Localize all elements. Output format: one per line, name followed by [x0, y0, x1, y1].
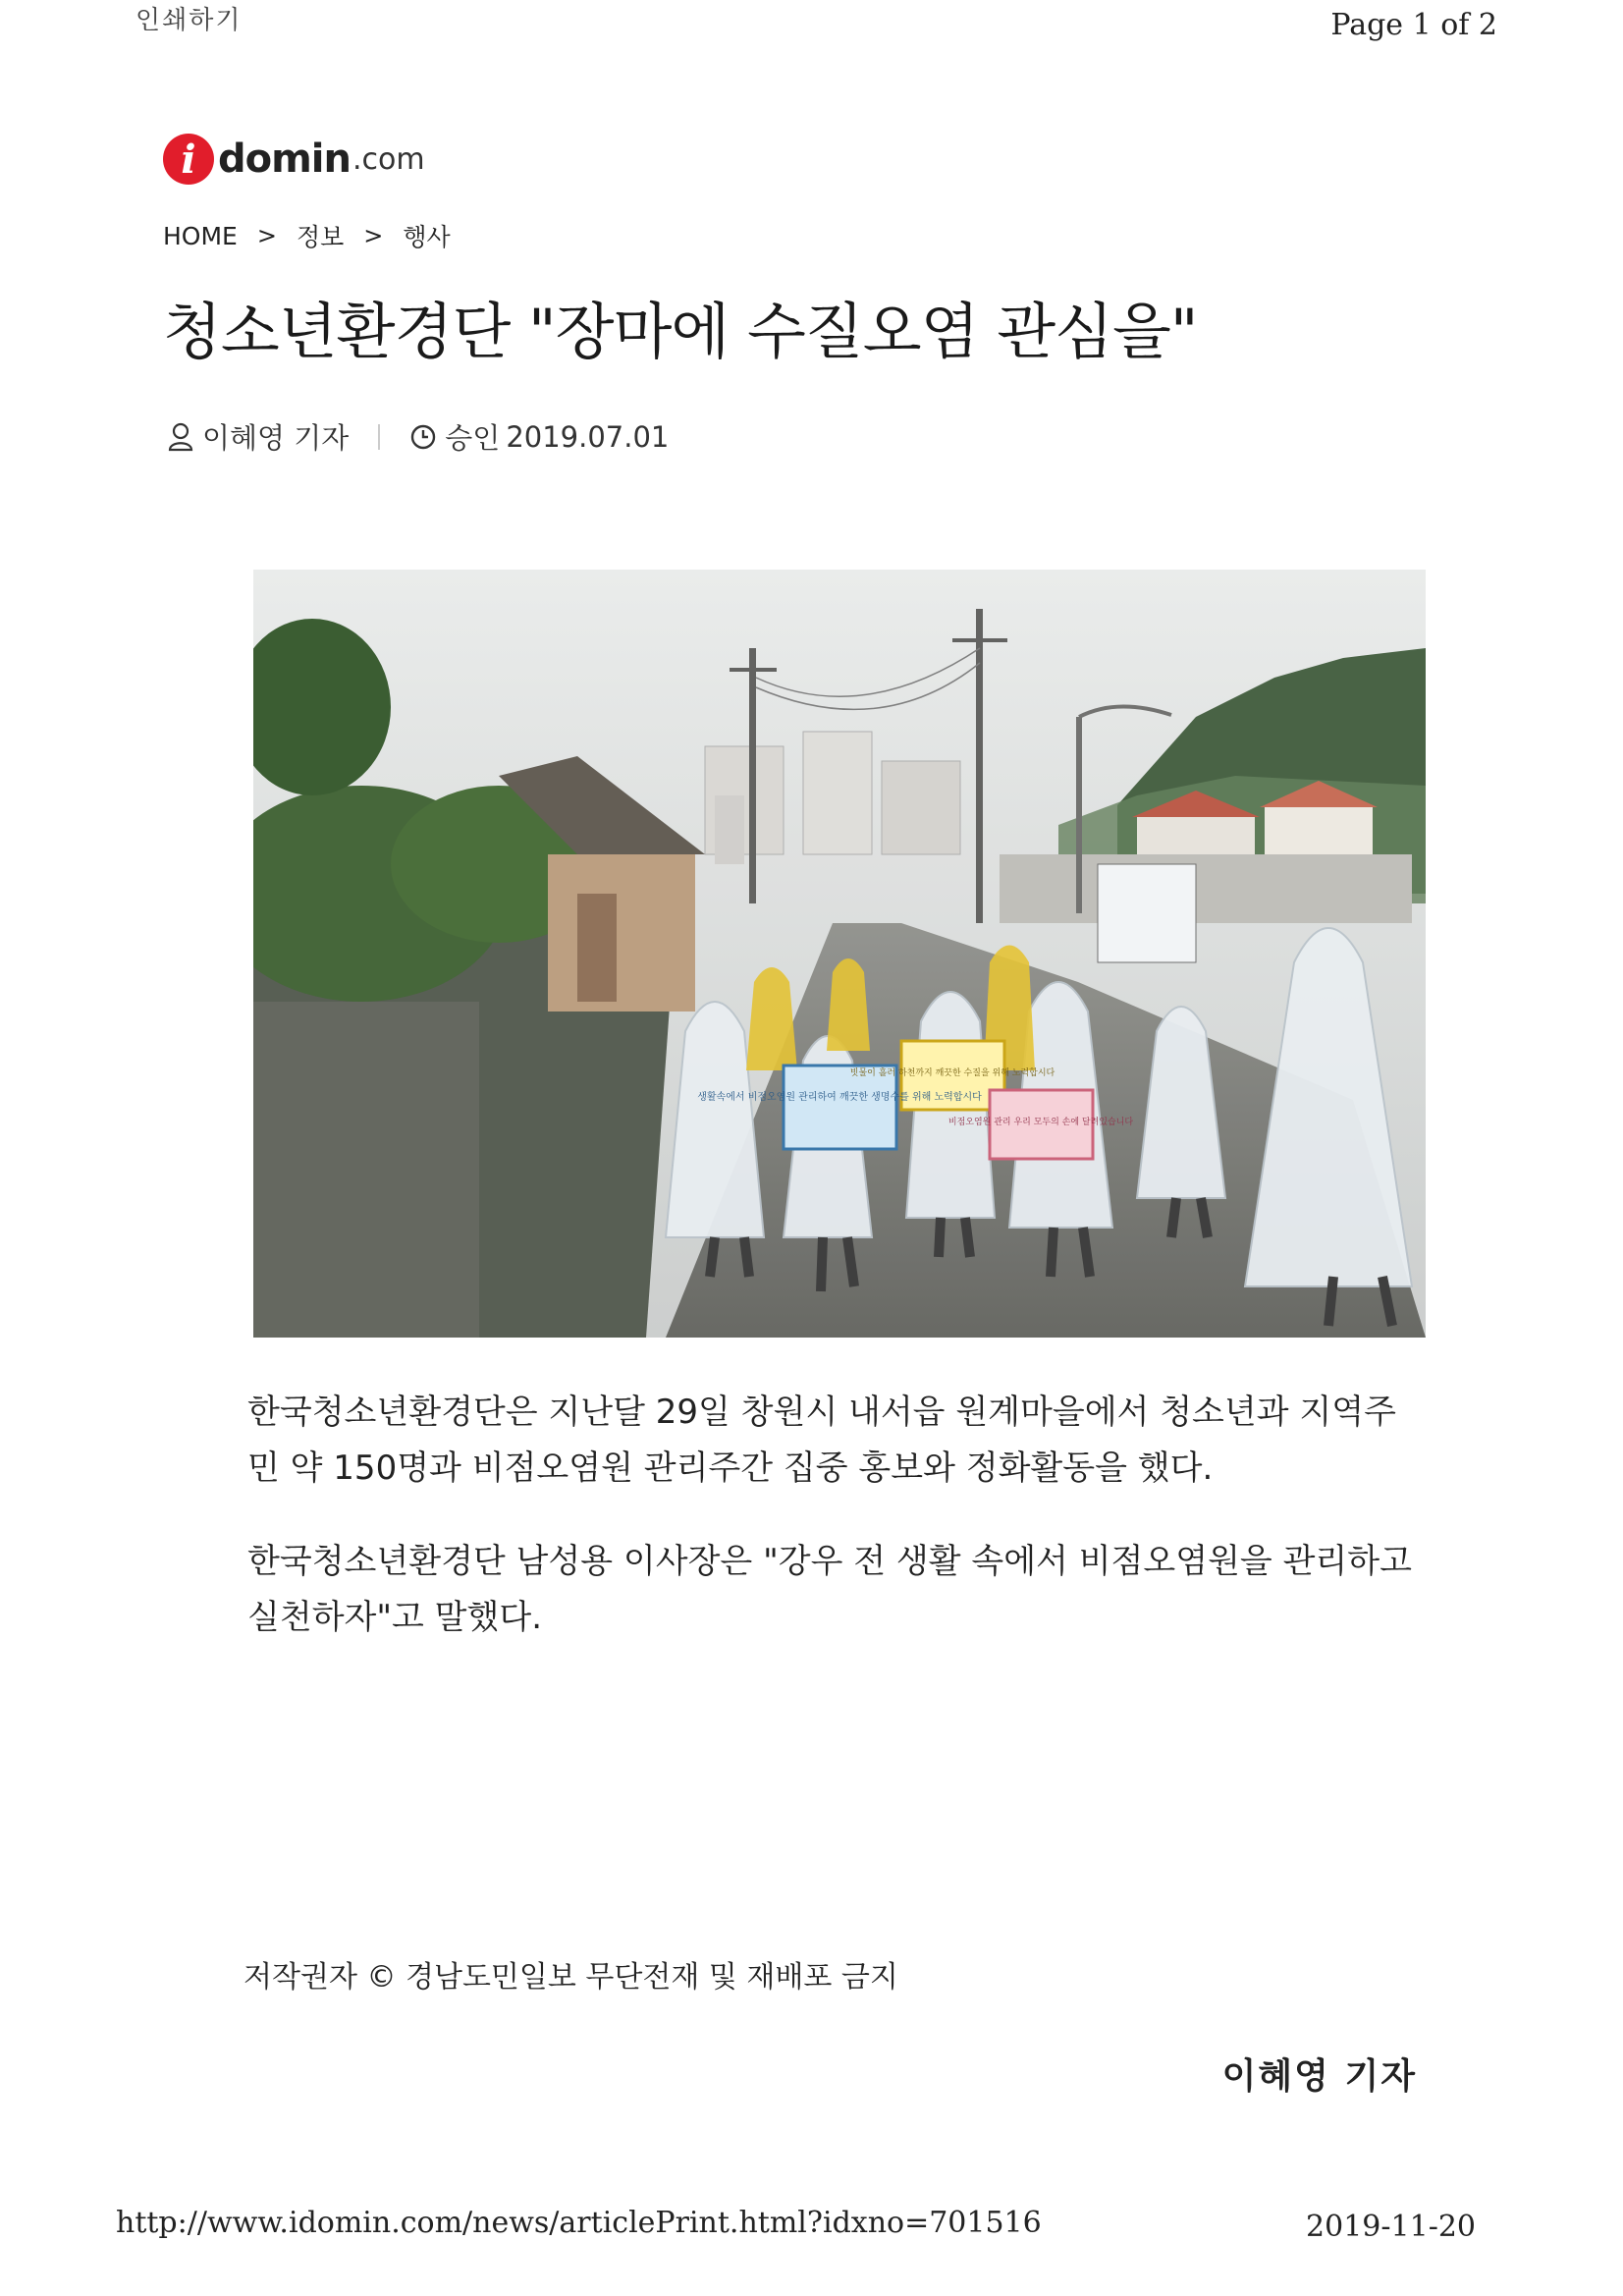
article-paragraph: 한국청소년환경단 남성용 이사장은 "강우 전 생활 속에서 비점오염원을 관리하고 실천하자"고 말했다. [247, 1542, 1412, 1637]
page-indicator: Page 1 of 2 [1330, 8, 1497, 42]
breadcrumb-separator: > [363, 222, 384, 249]
article-paragraph: 한국청소년환경단은 지난달 29일 창원시 내서읍 원계마을에서 청소년과 지역주민 약 150명과 비점오염원 관리주간 집중 홍보와 정화활동을 했다. [247, 1393, 1396, 1488]
photo-sign-2: 빗물이 흘러 하천까지 깨끗한 수질을 위해 노력합시다 [849, 1068, 1055, 1078]
photo-sign-1: 생활속에서 비점오염원 관리하여 깨끗한 생명수를 위해 노력합시다 [697, 1092, 982, 1103]
article-photo [253, 570, 1426, 1338]
breadcrumb-info[interactable]: 정보 [296, 223, 345, 251]
photo-sign-3: 비점오염원 관리 우리 모두의 손에 달려있습니다 [947, 1118, 1134, 1127]
clock-icon [409, 423, 437, 451]
breadcrumb-home[interactable]: HOME [163, 221, 238, 250]
article-byline [167, 416, 669, 457]
logo-badge-icon: i [163, 134, 214, 185]
copyright-notice: 저작권자 © 경남도민일보 무단전재 및 재배포 금지 [243, 1960, 898, 1995]
person-icon [167, 422, 194, 452]
print-label: 인쇄하기 [135, 6, 243, 35]
approval-label: 승인 [445, 421, 501, 455]
byline-divider [378, 424, 380, 450]
print-footer-date: 2019-11-20 [1306, 2210, 1476, 2244]
article-headline: 청소년환경단 "장마에 수질오염 관심을" [163, 296, 1198, 367]
reporter-signature: 이혜영 기자 [1221, 2056, 1417, 2097]
print-footer-url: http://www.idomin.com/news/articlePrint.html?idxno=701516 [116, 2206, 1042, 2240]
reporter-name: 이혜영 기자 [202, 421, 350, 455]
breadcrumb-separator: > [256, 222, 277, 249]
photo-scene [253, 570, 1426, 1338]
breadcrumb [163, 218, 451, 253]
approval-date: 2019.07.01 [506, 419, 670, 454]
logo-name: domin [218, 137, 351, 182]
logo-tld: .com [352, 141, 425, 177]
breadcrumb-event[interactable]: 행사 [403, 223, 451, 251]
site-logo[interactable] [163, 134, 425, 185]
